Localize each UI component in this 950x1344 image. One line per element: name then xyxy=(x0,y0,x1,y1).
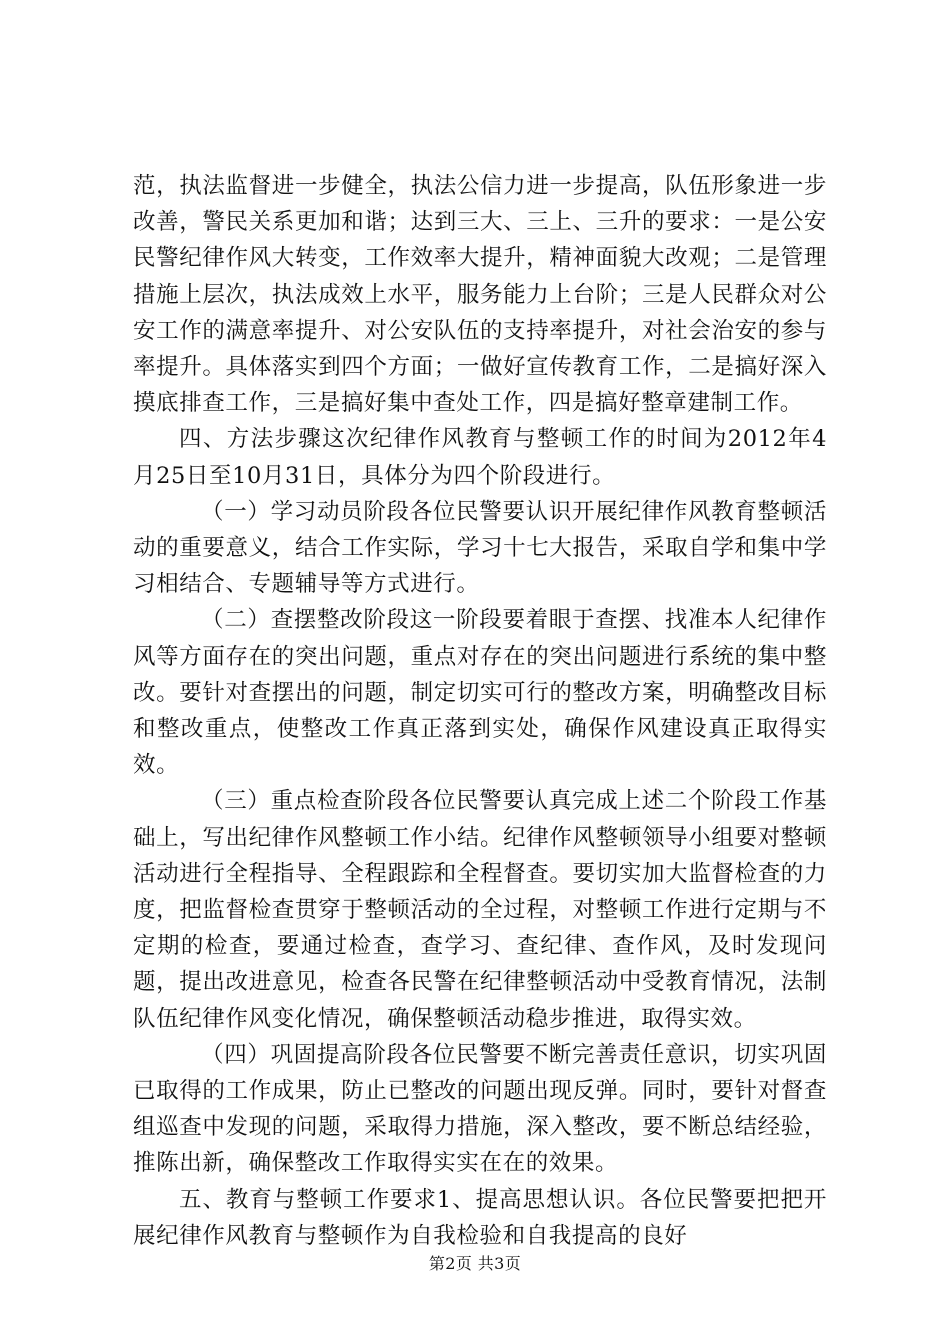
paragraph-continuation: 范，执法监督进一步健全，执法公信力进一步提高，队伍形象进一步改善，警民关系更加和谐；达到三大、三上、三升的要求：一是公安民警纪律作风大转变，工作效率大提升，精神面貌大改观；二是管理措施上层次，执法成效上水平，服务能力上台阶；三是人民群众对公安工作的满意率提升、对公安队伍的支持率提升，对社会治安的参与率提升。具体落实到四个方面；一做好宣传教育工作，二是搞好深入摸底排查工作，三是搞好集中查处工作，四是搞好整章建制工作。 xyxy=(133,173,827,417)
paragraph-stage-two: （二）查摆整改阶段这一阶段要着眼于查摆、找准本人纪律作风等方面存在的突出问题，重点对存在的突出问题进行系统的集中整改。要针对查摆出的问题，制定切实可行的整改方案，明确整改目标和整改重点，使整改工作真正落到实处，确保作风建设真正取得实效。 xyxy=(133,607,827,779)
document-body xyxy=(133,168,827,1254)
paragraph-section-four: 四、方法步骤这次纪律作风教育与整顿工作的时间为2012年4月25日至10月31日，具体分为四个阶段进行。 xyxy=(133,426,827,489)
paragraph-stage-one: （一）学习动员阶段各位民警要认识开展纪律作风教育整顿活动的重要意义，结合工作实际，学习十七大报告，采取自学和集中学习相结合、专题辅导等方式进行。 xyxy=(133,498,827,598)
paragraph-stage-three: （三）重点检查阶段各位民警要认真完成上述二个阶段工作基础上，写出纪律作风整顿工作小结。纪律作风整顿领导小组要对整顿活动进行全程指导、全程跟踪和全程督查。要切实加大监督检查的力度，把监督检查贯穿于整顿活动的全过程，对整顿工作进行定期与不定期的检查，要通过检查，查学习、查纪律、查作风，及时发现问题，提出改进意见，检查各民警在纪律整顿活动中受教育情况，法制队伍纪律作风变化情况，确保整顿活动稳步推进，取得实效。 xyxy=(133,788,827,1032)
page-number-footer: 第2页 共3页 xyxy=(428,1254,522,1273)
paragraph-stage-four: （四）巩固提高阶段各位民警要不断完善责任意识，切实巩固已取得的工作成果，防止已整改的问题出现反弹。同时，要针对督查组巡查中发现的问题，采取得力措施，深入整改，要不断总结经验，推陈出新，确保整改工作取得实实在在的效果。 xyxy=(133,1041,827,1177)
paragraph-section-five: 五、教育与整顿工作要求1、提高思想认识。各位民警要把把开展纪律作风教育与整顿作为自我检验和自我提高的良好 xyxy=(133,1186,827,1249)
